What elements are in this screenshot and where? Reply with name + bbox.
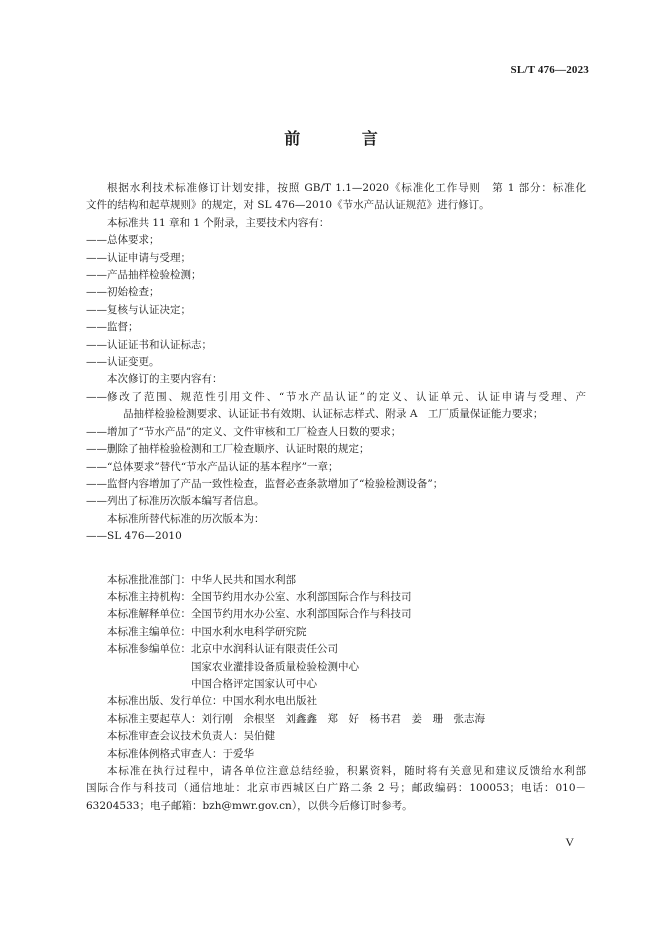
approval-dept: 本标准批准部门：中华人民共和国水利部 [107,573,296,586]
dash-mark: —— [86,303,107,316]
interpret-org: 本标准解释单位：全国节约用水办公室、水利部国际合作与科技司 [107,608,412,621]
participating-orgs: 本标准参编单位：北京中水润科认证有限责任公司 [107,643,338,656]
list-item: —— 增加了“节水产品”的定义、文件审核和工厂检查人日数的要求； [86,424,586,441]
dash-mark: —— [86,443,107,456]
host-org: 本标准主持机构：全国节约用水办公室、水利部国际合作与科技司 [107,590,412,603]
dash-mark: —— [86,530,107,543]
review-chief: 本标准审查会议技术负责人：吴伯健 [107,730,275,743]
content-list [86,232,586,371]
list-item: —— 初始检查； [86,284,586,301]
participating-org: 国家农业灌排设备质量检验检测中心 [191,660,359,673]
list-item: —— 产品抽样检验检测； [86,267,586,284]
list-item: —— “总体要求”替代“节水产品认证的基本程序”一章； [86,459,586,476]
history-intro: 本标准所替代标准的历次版本为： [107,512,265,525]
list-item: —— 复核与认证决定； [86,302,586,319]
chapters-summary: 本标准共 11 章和 1 个附录，主要技术内容有： [107,216,330,229]
list-item: —— 列出了标准历次版本编写者信息。 [86,493,586,510]
revision-intro: 本次修订的主要内容有： [107,373,223,386]
closing-line-1: 本标准在执行过程中，请各单位注意总结经验，积累资料，随时将有关意见和建议反馈给水利部 [107,765,586,777]
drafters: 本标准主要起草人：刘行刚 余根坚 刘鑫鑫 郑 好 杨书君 姜 珊 张志海 [107,712,485,725]
section-gap [86,546,586,572]
dash-mark: —— [86,425,107,438]
list-item: —— 认证申请与受理； [86,250,586,267]
dash-mark: —— [86,356,107,369]
dash-mark: —— [86,251,107,264]
revision-list [86,389,586,511]
dash-mark: —— [86,390,107,403]
dash-mark: —— [86,338,107,351]
intro-line-2: 文件的结构和起草规则》的规定，对 SL 476—2010《节水产品认证规范》进行修订。 [86,199,490,212]
organization-info [86,572,586,763]
foreword-body [86,180,586,815]
intro-line-1: 根据水利技术标准修订计划安排，按照 GB/T 1.1—2020《标准化工作导则 第 1 部分：标准化 [107,182,586,194]
dash-mark: —— [86,321,107,334]
list-item: —— 删除了抽样检验检测和工厂检查顺序、认证时限的规定； [86,441,586,458]
dash-mark: —— [86,477,107,490]
list-item: —— SL 476—2010 [86,528,586,545]
dash-mark: —— [86,234,107,247]
chief-editor-org: 本标准主编单位：中国水利水电科学研究院 [107,625,307,638]
closing-line-2: 国际合作与科技司（通信地址：北京市西城区白广路二条 2 号；邮政编码：100053；电话：010－ [86,782,586,795]
list-item: —— 认证变更。 [86,354,586,371]
page-title: 前 言 [284,129,406,148]
format-reviewer: 本标准体例格式审查人：于爱华 [107,747,254,760]
list-item: —— 认证证书和认证标志； [86,337,586,354]
list-item: —— 监督内容增加了产品一致性检查，监督必查条款增加了“检验检测设备”； [86,476,586,493]
dash-mark: —— [86,460,107,473]
list-item: —— 监督； [86,319,586,336]
publisher: 本标准出版、发行单位：中国水利水电出版社 [107,695,317,708]
dash-mark: —— [86,269,107,282]
list-item-continuation: 品抽样检验检测要求、认证证书有效期、认证标志样式、附录 A 工厂质量保证能力要求； [123,408,544,421]
list-item: —— 总体要求； [86,232,586,249]
dash-mark: —— [86,495,107,508]
page-number: V [565,835,574,849]
list-item: —— 修改了范围、规范性引用文件、“节水产品认证”的定义、认证单元、认证申请与受理、产 [86,389,586,406]
standard-code: SL/T 476—2023 [510,64,589,76]
participating-org: 中国合格评定国家认可中心 [191,677,317,690]
dash-mark: —— [86,286,107,299]
closing-line-3: 63204533；电子邮箱：bzh@mwr.gov.cn），以供今后修订时参考。 [86,799,413,812]
